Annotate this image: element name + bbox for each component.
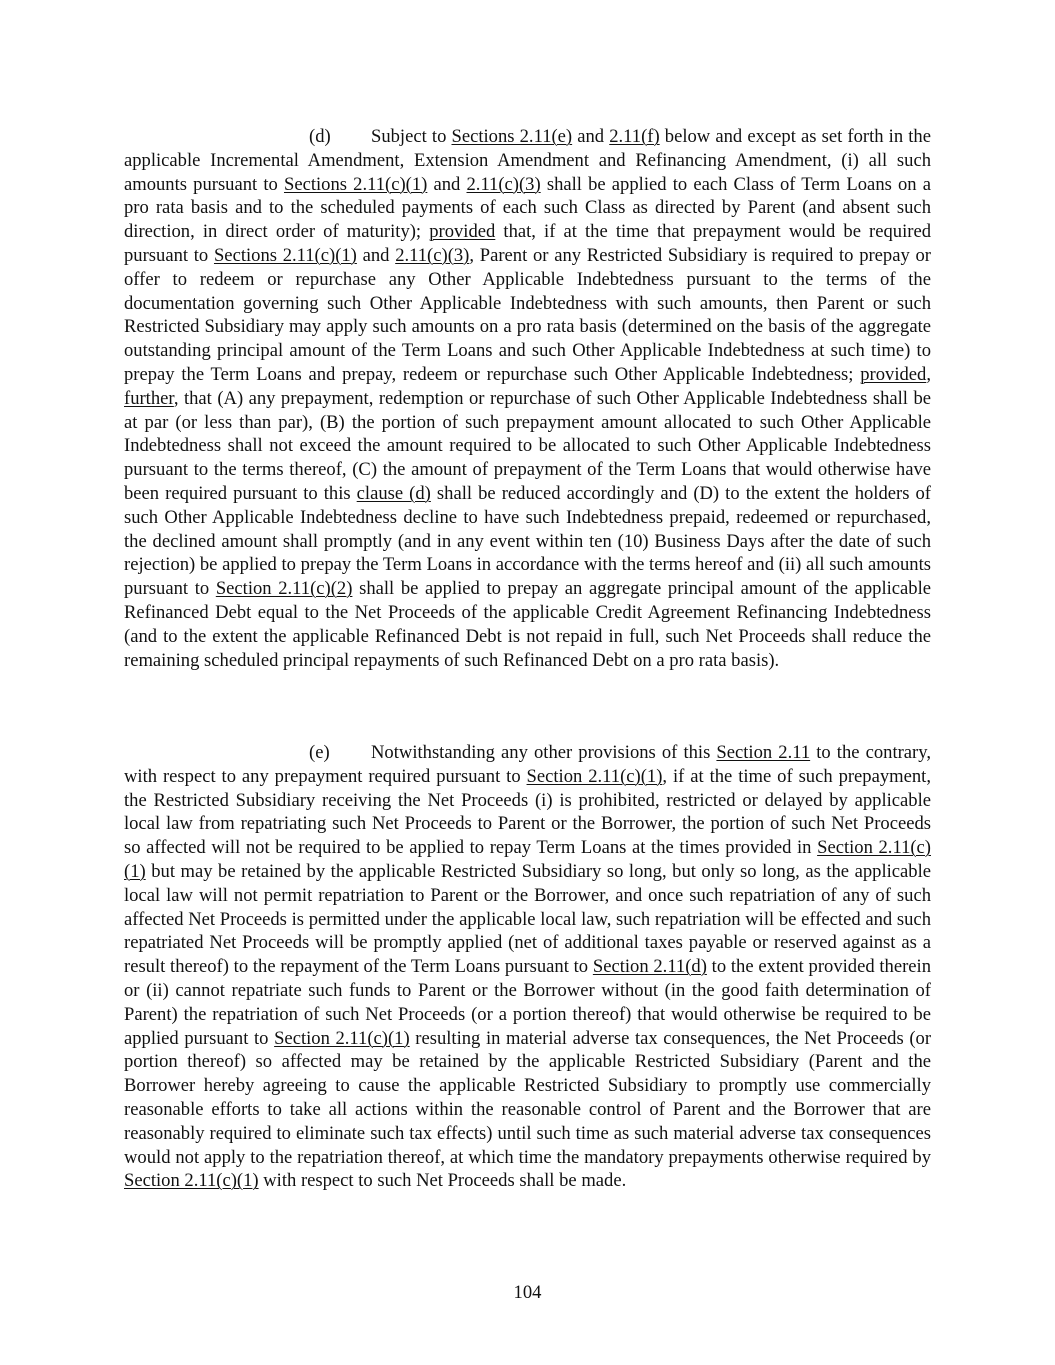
defined-term: further (124, 387, 174, 409)
text: below and except as set forth in the applicable Incremental Amendment, Extension Amendment and Refinancing Amendment, (i) all such amounts pursuant to (124, 126, 931, 195)
defined-term: provided (860, 363, 927, 385)
section-reference: 2.11(c)(3) (466, 173, 541, 195)
text: shall be applied to prepay an aggregate principal amount of the applicable Refinanced Debt equal to the Net Proceeds of the applicable Credit Agreement Refinancing Indebtedness (and to the extent the applicable Refinanced Debt is not repaid in full, such Net Proceeds shall reduce the remaining scheduled principal repayments of such Refinanced Debt on a pro rata basis). (124, 578, 932, 671)
section-reference: 2.11(c)(3) (395, 244, 470, 266)
text: resulting in material adverse tax consequences, the Net Proceeds (or portion thereof) so affected may be retained by the applicable Restricted Subsidiary (Parent and the Borrower hereby agreeing to cause the applicable Restricted Subsidiary to promptly use commercially reasonable efforts to take all actions within the reasonable control of Parent and the Borrower that are reasonably required to eliminate such tax effects) until such time as such material adverse tax consequences would not apply to the repatriation thereof, at which time the mandatory prepayments otherwise required by (124, 1027, 932, 1168)
defined-term: provided (429, 221, 496, 243)
paragraph-e-label: (e) (309, 742, 330, 763)
page-number: 104 (513, 1282, 542, 1303)
text: Subject to (371, 126, 452, 147)
text: to the contrary, with respect to any prepayment required pursuant to (124, 742, 931, 787)
paragraph-d (124, 125, 931, 672)
text: to the extent provided therein or (ii) cannot repatriate such funds to Parent or the Borrower without (in the good faith determination of Parent) the repatriation of such Net Proceeds (or a portion thereof) that would otherwise be required to be applied pursuant to (124, 956, 932, 1049)
paragraph-d-label: (d) (309, 126, 331, 147)
clause-reference: clause (d) (356, 482, 431, 504)
text: , if at the time of such prepayment, the Restricted Subsidiary receiving the Net Proceeds (i) is prohibited, restricted or delayed by applicable local law from repatriating such Net Proceeds to Parent or the Borrower, the portion of such Net Proceeds so affected will not be required to be applied to repay Term Loans at the times provided in (124, 765, 931, 859)
text: that, if at the time that prepayment would be required pursuant to (124, 221, 931, 266)
paragraph-e (124, 741, 931, 1193)
section-reference: Section 2.11(c)(1) (124, 837, 931, 882)
text: Notwithstanding any other provisions of this (371, 742, 717, 763)
text: and (427, 173, 467, 195)
text: shall be reduced accordingly and (D) to the extent the holders of such Other Applicable Indebtedness decline to have such Indebtedness prepaid, redeemed or repurchased, the declined amount shall promptly (and in any event within ten (10) Business Days after the date of such rejection) be applied to prepay the Term Loans in accordance with the terms hereof and (ii) all such amounts pursuant to (124, 482, 931, 600)
section-reference: Section 2.11(c)(1) (124, 1170, 259, 1192)
section-reference: Section 2.11(c)(2) (215, 578, 353, 600)
text: and (356, 244, 396, 266)
section-reference: Sections 2.11(e) (451, 126, 573, 147)
section-reference: Section 2.11 (716, 742, 811, 763)
section-reference: Section 2.11(c)(1) (274, 1027, 410, 1049)
text: , that (A) any prepayment, redemption or repurchase of such Other Applicable Indebtedness shall be at par (or less than par), (B) the portion of such prepayment amount allocated to such Other Applicable Indebtedness shall not exceed the amount required to be allocated to such Other Applicable Indebtedness pursuant to the terms thereof, (C) the amount of prepayment of the Term Loans that would otherwise have been required pursuant to this (124, 387, 931, 504)
text: and (572, 126, 610, 147)
text: with respect to such Net Proceeds shall be made. (258, 1170, 627, 1192)
text: , (926, 363, 931, 385)
text: but may be retained by the applicable Restricted Subsidiary so long, but only so long, as the applicable local law will not permit repatriation to Parent or the Borrower, and once such repatriation of any of such affected Net Proceeds is permitted under the applicable local law, such repatriation will be effected and such repatriated Net Proceeds will be promptly applied (net of additional taxes payable or reserved against as a result thereof) to the repayment of the Term Loans pursuant to (124, 860, 931, 978)
section-reference: Sections 2.11(c)(1) (213, 244, 357, 266)
text: , Parent or any Restricted Subsidiary is required to prepay or offer to redeem or repurchase any Other Applicable Indebtedness pursuant to the terms of the documentation governing such Other Applicable Indebtedness with such amounts, then Parent or such Restricted Subsidiary may apply such amounts on a pro rata basis (determined on the basis of the aggregate outstanding principal amount of the Term Loans and such Other Applicable Indebtedness at such time) to prepay the Term Loans and prepay, redeem or repurchase such Other Applicable Indebtedness; (124, 244, 931, 385)
text: shall be applied to each Class of Term Loans on a pro rata basis and to the scheduled payments of each such Class as directed by Parent (and absent such direction, in direct order of maturity); (124, 173, 932, 243)
section-reference: 2.11(f) (609, 126, 660, 147)
section-reference: Section 2.11(c)(1) (526, 765, 663, 787)
section-reference: Sections 2.11(c)(1) (283, 173, 428, 195)
section-reference: Section 2.11(d) (592, 956, 707, 978)
